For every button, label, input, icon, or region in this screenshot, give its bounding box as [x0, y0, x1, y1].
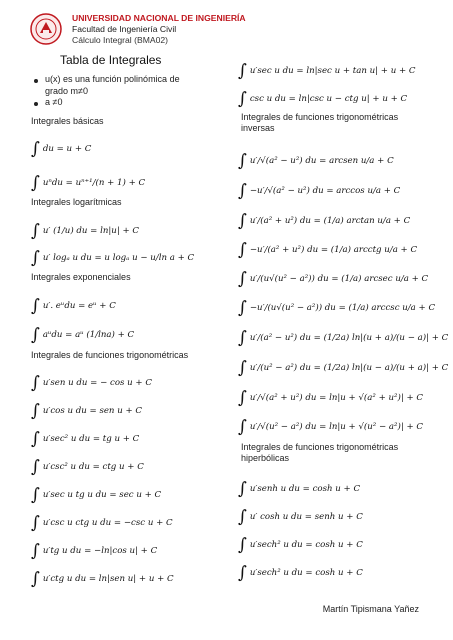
formula: ∫ −u′/√(a² − u²) du = arccos u/a + C	[238, 181, 401, 201]
formula: ∫ u′/√(u² − a²) du = ln|u + √(u² − a²)| + C	[238, 417, 423, 437]
university-name: UNIVERSIDAD NACIONAL DE INGENIERÍA	[72, 13, 246, 23]
formula: ∫ u′/(u√(u² − a²)) du = (1/a) arcsec u/a + C	[238, 269, 429, 289]
formula: ∫ u′ctg u du = ln|sen u| + u + C	[31, 569, 174, 589]
formula: ∫ −u′/(a² + u²) du = (1/a) arcctg u/a + C	[238, 240, 418, 260]
university-logo	[30, 13, 62, 45]
formula: ∫ u′sec u tg u du = sec u + C	[31, 485, 162, 505]
formula: ∫ u′. eᵘdu = eᵘ + C	[31, 296, 116, 316]
formula: ∫ u′sech² u du = cosh u + C	[238, 535, 363, 555]
section-heading: Integrales básicas	[31, 116, 104, 126]
formula: ∫ u′/(a² − u²) du = (1/2a) ln|(u + a)/(u − a)| + C	[238, 328, 449, 348]
formula: ∫ u′/(u² − a²) du = (1/2a) ln|(u − a)/(u + a)| + C	[238, 358, 449, 378]
formula: ∫ u′sen u du = − cos u + C	[31, 373, 152, 393]
formula: ∫ u′cos u du = sen u + C	[31, 401, 142, 421]
formula: ∫ u′senh u du = cosh u + C	[238, 479, 361, 499]
formula: ∫ du = u + C	[31, 139, 92, 159]
note-line: a ≠0	[45, 97, 63, 107]
section-heading: Integrales de funciones trigonométricas hiperbólicas	[241, 442, 399, 463]
note-line: u(x) es una función polinómica de	[45, 74, 180, 84]
formula: ∫ u′/√(a² − u²) du = arcsen u/a + C	[238, 151, 394, 171]
formula: ∫ u′sec u du = ln|sec u + tan u| + u + C	[238, 61, 416, 81]
author-footer: Martín Tipismana Yañez	[322, 604, 419, 614]
header-block	[72, 13, 246, 46]
formula: ∫ u′sec² u du = tg u + C	[31, 429, 140, 449]
formula: ∫ u′tg u du = −ln|cos u| + C	[31, 541, 158, 561]
formula: ∫ u′ cosh u du = senh u + C	[238, 507, 363, 527]
formula: ∫ −u′/(u√(u² − a²)) du = (1/a) arccsc u/a + C	[238, 298, 436, 318]
bullet-icon	[34, 102, 38, 106]
course-name: Cálculo Integral (BMA02)	[72, 35, 169, 45]
formula: ∫ uⁿdu = uⁿ⁺¹/(n + 1) + C	[31, 173, 146, 193]
section-heading: Integrales exponenciales	[31, 272, 131, 282]
note-line: grado m≠0	[45, 86, 88, 96]
formula: ∫ csc u du = ln|csc u − ctg u| + u + C	[238, 89, 408, 109]
formula: ∫ aᵘdu = aᵘ (1/lna) + C	[31, 325, 135, 345]
section-heading: Integrales logarítmicas	[31, 197, 122, 207]
section-heading: Integrales de funciones trigonométricas inversas	[241, 112, 399, 133]
page-title: Tabla de Integrales	[60, 53, 162, 67]
formula: ∫ u′csc u ctg u du = −csc u + C	[31, 513, 173, 533]
formula: ∫ u′sech² u du = cosh u + C	[238, 563, 363, 583]
formula: ∫ u′ (1/u) du = ln|u| + C	[31, 221, 139, 241]
formula: ∫ u′ logₐ u du = u logₐ u − u/ln a + C	[31, 248, 195, 268]
formula: ∫ u′/√(a² + u²) du = ln|u + √(a² + u²)| + C	[238, 388, 423, 408]
bullet-icon	[34, 79, 38, 83]
formula: ∫ u′csc² u du = ctg u + C	[31, 457, 144, 477]
formula: ∫ u′/(a² + u²) du = (1/a) arctan u/a + C	[238, 211, 411, 231]
section-heading: Integrales de funciones trigonométricas	[31, 350, 189, 360]
faculty-name: Facultad de Ingeniería Civil	[72, 24, 177, 34]
